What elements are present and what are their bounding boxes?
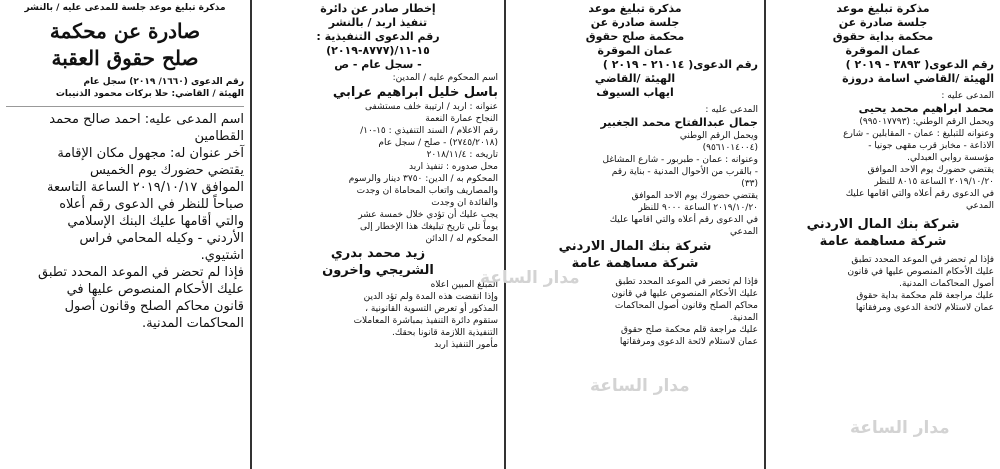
- body-line: وعنوانه للتبليغ : عمان - المقابلين - شارع: [843, 129, 994, 139]
- body-line: المذكور أو تعرض التسوية القانونية ،: [365, 304, 498, 314]
- body-line: وعنوانه : عمان - طبربور - شارع المشاغل: [602, 155, 758, 165]
- notice-title: محكمة صلح حقوق: [585, 30, 685, 43]
- body-line: القطامين: [194, 129, 244, 144]
- case-number: رقم الدعوى (١٦٦٠/ ٢٠١٩) سجل عام: [83, 77, 244, 87]
- notice-aqaba-court: [0, 0, 250, 469]
- case-register: - سجل عام - ص: [334, 58, 422, 71]
- court-name: عمان الموقرة: [597, 44, 673, 57]
- body-line: عمان لاستلام لائحة الدعوى ومرفقاتها: [855, 303, 994, 313]
- body-line: ستقوم دائرة التنفيذ بمباشرة المعاملات: [353, 316, 498, 326]
- body-line: الاذاعة - مخابز قرب مقهى جونيا -: [868, 141, 994, 151]
- case-number: ١٥-١١/(٨٧٧٧-٢٠١٩): [326, 44, 430, 57]
- body-line: والتي أقامها عليك البنك الإسلامي: [67, 214, 244, 229]
- signature-line: مأمور التنفيذ اربد: [434, 340, 498, 350]
- body-line: يقتضي حضورك يوم الاحد الموافق: [631, 191, 758, 201]
- defendant-label: المدعى عليه :: [705, 105, 758, 115]
- defendant-name: جمال عبدالفتاح محمد الجغبير: [600, 116, 758, 129]
- body-line: فإذا لم تحضر في الموعد المحدد تطبق: [615, 277, 758, 287]
- body-line: الموافق ٢٠١٩/١٠/١٧ الساعة التاسعة: [47, 180, 244, 195]
- body-line: صباحاً للنظر في الدعوى رقم أعلاه: [59, 197, 244, 212]
- body-line: والفائدة ان وجدت: [431, 198, 498, 208]
- body-line: عمان لاستلام لائحة الدعوى ومرفقاتها: [619, 337, 758, 347]
- body-line: يقتضي حضورك يوم الاحد الموافق: [867, 165, 994, 175]
- body-line: تاريخه : ٢٠١٨/١١/٤: [426, 150, 498, 160]
- plaintiff-type: شركة مساهمة عامة: [819, 234, 947, 249]
- body-line: ٢٠١٩/١٠/٢٠ الساعة ٩٠٠٠ للنظر: [638, 203, 758, 213]
- body-line: في الدعوى رقم أعلاه والتي اقامها عليك: [609, 215, 758, 225]
- court-name: عمان الموقرة: [845, 44, 921, 57]
- national-id: ويحمل الرقم الوطني: (٩٩٥٠١٧٧٩٣): [859, 117, 994, 127]
- body-line: مؤسسة روابي العبدلي.: [907, 153, 994, 163]
- body-line: فإذا لم تحضر في الموعد المحدد تطبق: [37, 265, 244, 280]
- body-line: يجب عليك أن تؤدي خلال خمسة عشر: [358, 210, 498, 220]
- notice-title: إخطار صادر عن دائرة: [320, 2, 436, 15]
- watermark: مدار الساعة: [480, 268, 580, 288]
- body-line: عليك مراجعة قلم محكمة صلح حقوق: [620, 325, 758, 335]
- notice-title: مذكرة تبليغ موعد: [836, 2, 930, 15]
- creditor-name: زيد محمد بدري: [330, 246, 426, 261]
- body-line: اسم المدعى عليه: احمد صالح محمد: [49, 112, 244, 127]
- body-line: المحاكمات المدنية.: [141, 316, 244, 331]
- watermark: مدار الساعة: [850, 418, 950, 438]
- case-number: رقم الدعوى( ٢١٠١٤ - ٢٠١٩ ): [602, 58, 758, 71]
- body-line: محل صدوره : تنفيذ اربد: [409, 162, 498, 172]
- notice-title: صادرة عن محكمة: [49, 19, 201, 43]
- convicted-name: باسل خليل ابراهيم عرابي: [332, 85, 498, 100]
- body-line: رقم الاعلام / السند التنفيذي : ١٥-١٠/: [360, 126, 498, 136]
- body-line: عليك مراجعة قلم محكمة بداية حقوق: [856, 291, 994, 301]
- panel-label: الهيئة /القاضي: [594, 72, 676, 85]
- body-line: في الدعوى رقم أعلاه والتي اقامها عليك: [845, 189, 994, 199]
- notice-title: جلسة صادرة عن: [838, 16, 928, 29]
- body-line: محاكم الصلح وقانون أصول المحاكمات: [614, 301, 758, 311]
- body-line: المدنية.: [729, 313, 758, 323]
- body-line: المحكوم به / الدين: ٣٧٥٠ دينار والرسوم: [348, 174, 498, 184]
- body-line: قانون محاكم الصلح وقانون أصول: [64, 299, 244, 314]
- body-line: - بالقرب من الأحوال المدنية - بناية رقم: [611, 167, 758, 177]
- body-line: المدعي: [965, 201, 994, 211]
- body-line: يقتضي حضورك يوم الخميس: [89, 163, 244, 178]
- body-line: عليك الأحكام المنصوص عليها في: [66, 282, 244, 297]
- panel: الهيئة / القاضي: حلا بركات محمود الذنيبات: [55, 89, 244, 99]
- body-line: (٢٧٤٥/٢٠١٨) - صلح / سجل عام: [378, 138, 498, 148]
- body-line: آخر عنوان له: مجهول مكان الإقامة: [57, 146, 244, 161]
- body-line: التنفيذية اللازمة قانونا بحقك.: [392, 328, 498, 338]
- body-line: النجاح عمارة النعمة: [425, 114, 498, 124]
- notice-title: رقم الدعوى التنفيذية :: [316, 30, 440, 43]
- body-line: عنوانه : اربد / ارتيبة خلف مستشفى: [365, 102, 498, 112]
- body-line: أصول المحاكمات المدنية.: [899, 279, 994, 289]
- notice-amman-first-instance-court: [766, 0, 1000, 469]
- notice-amman-magistrate-court: [506, 0, 764, 469]
- body-line: يوماً تلي تاريخ تبليغك هذا الإخطار إلى: [359, 222, 498, 232]
- divider: [6, 106, 244, 107]
- body-line: المحكوم له / الدائن: [425, 234, 498, 244]
- body-line: اشتيوي.: [200, 248, 244, 263]
- notice-irbid-execution: [252, 0, 504, 469]
- notice-title: محكمة بداية حقوق: [832, 30, 934, 43]
- body-line: ٢٠١٩/١٠/٢٠ الساعة ٨٠١٥ للنظر: [874, 177, 994, 187]
- body-line: المبلغ المبين اعلاه: [430, 280, 498, 290]
- notice-header: مذكرة تبليغ موعد جلسة للمدعى عليه / بالنشر: [24, 3, 226, 13]
- national-id-label: ويحمل الرقم الوطني: [679, 131, 758, 141]
- case-number: رقم الدعوى( ٣٨٩٣ - ٢٠١٩ ): [845, 58, 994, 71]
- notice-title: مذكرة تبليغ موعد: [588, 2, 682, 15]
- body-line: عليك الأحكام المنصوص عليها في قانون: [611, 289, 758, 299]
- convicted-label: اسم المحكوم عليه / المدين:: [392, 73, 498, 83]
- body-line: عليك الأحكام المنصوص عليها في قانون: [847, 267, 994, 277]
- plaintiff-type: شركة مساهمة عامة: [571, 256, 699, 271]
- defendant-name: محمد ابراهيم محمد يحيى: [858, 102, 994, 115]
- defendant-label: المدعى عليه :: [941, 91, 994, 101]
- notice-title: جلسة صادرة عن: [590, 16, 680, 29]
- body-line: (٣٣): [741, 179, 758, 189]
- court-name: صلح حقوق العقبة: [51, 46, 199, 70]
- national-id: (٩٥٦١٠١٤٠٠٤): [702, 143, 758, 153]
- notice-title: تنفيذ اربد / بالنشر: [328, 16, 428, 29]
- body-line: المدعي: [729, 227, 758, 237]
- plaintiff-name: شركة بنك المال الاردني: [806, 217, 960, 232]
- plaintiff-name: شركة بنك المال الاردني: [558, 239, 712, 254]
- watermark: مدار الساعة: [590, 376, 690, 396]
- panel: الهيئة /القاضي اسامة دروزة: [842, 72, 994, 85]
- creditor-name: الشريجي واخرون: [322, 263, 434, 278]
- body-line: والمصاريف واتعاب المحاماة ان وجدت: [356, 186, 498, 196]
- body-line: الأردني - وكيله المحامي فراس: [79, 231, 244, 246]
- panel-name: ايهاب السيوف: [596, 86, 674, 99]
- body-line: وإذا انقضت هذه المدة ولم تؤد الدين: [363, 292, 498, 302]
- body-line: فإذا لم تحضر في الموعد المحدد تطبق: [851, 255, 994, 265]
